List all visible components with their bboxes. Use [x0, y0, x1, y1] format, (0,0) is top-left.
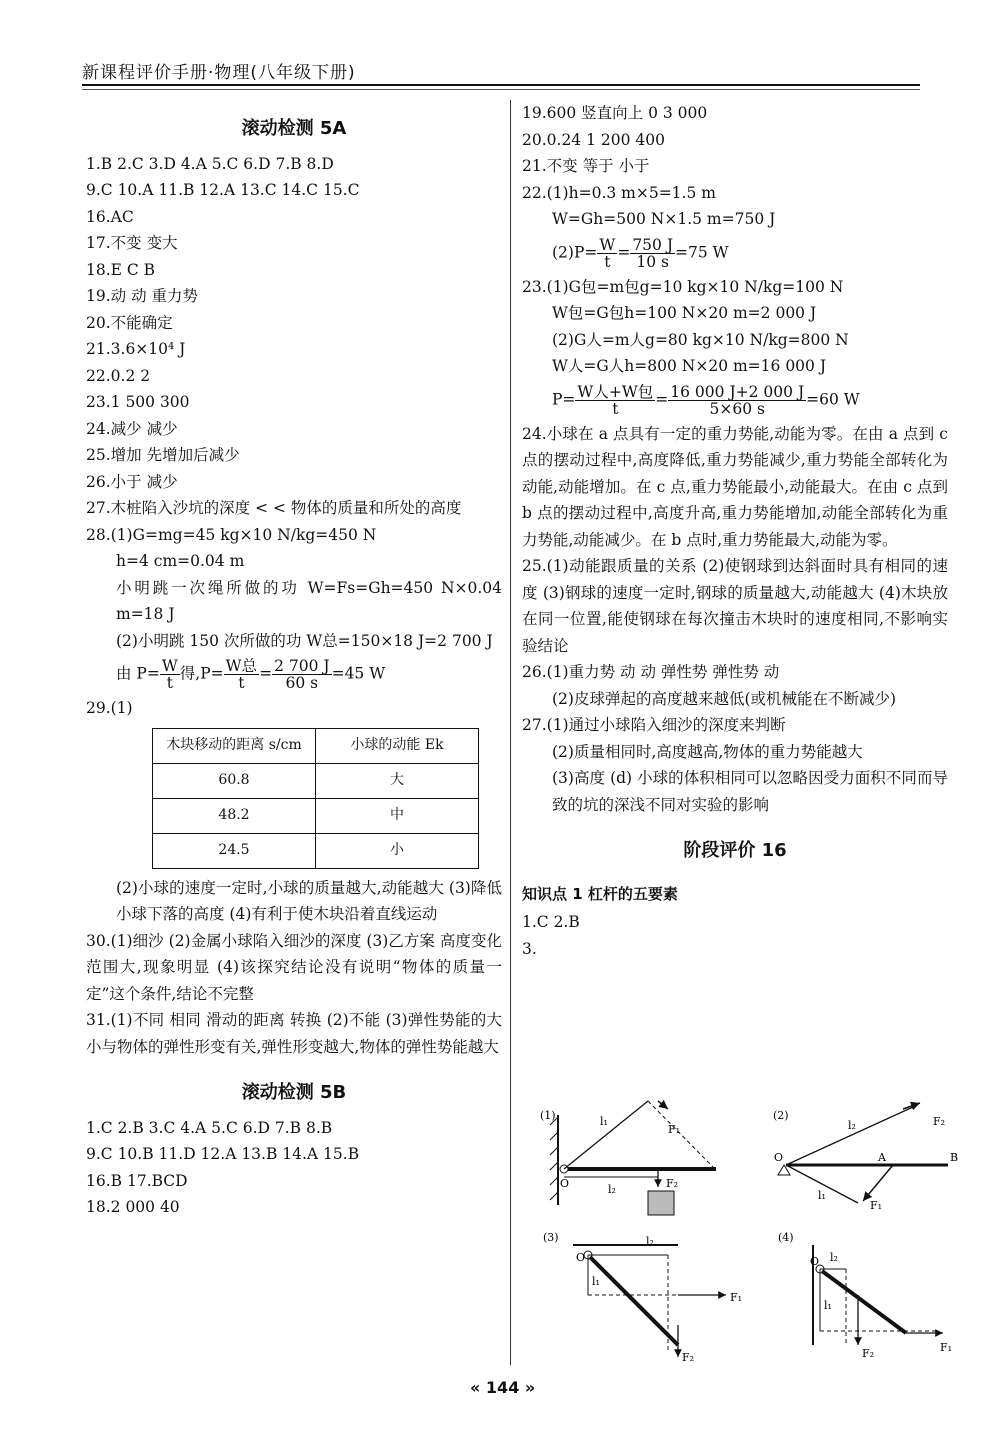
table-row — [153, 833, 479, 868]
arm-label: l₂ — [848, 1119, 856, 1132]
denominator: t — [612, 399, 619, 418]
table-cell: 24.5 — [153, 833, 316, 868]
answer-line: 18.E C B — [86, 260, 156, 279]
fraction — [575, 384, 655, 417]
answer-paragraph: (2)小明跳 150 次所做的功 W总=150×18 J=2 700 J — [116, 631, 493, 650]
answer-paragraph: 30.(1)细沙 (2)金属小球陷入细沙的深度 (3)乙方案 高度变化范围大,现象明显 (4)该探究结论没有说明“物体的质量一定”这个条件,结论不完整 — [86, 931, 502, 1003]
answer-line: (2)质量相同时,高度越高,物体的重力势能越大 — [552, 742, 863, 761]
answer-line: 21.3.6×10⁴ J — [86, 340, 186, 358]
denominator: 60 s — [285, 674, 319, 692]
answer-line: 21.不变 等于 小于 — [522, 157, 650, 175]
fraction — [668, 384, 806, 417]
force-label: F₁ — [668, 1123, 681, 1136]
answer-line: 22.0.2 2 — [86, 366, 151, 385]
fraction — [272, 658, 332, 691]
denominator: t — [166, 674, 173, 692]
denominator: t — [238, 674, 245, 692]
formula-text: =75 W — [675, 243, 729, 261]
running-header: 新课程评价手册·物理(八年级下册) — [82, 63, 356, 83]
numerator: 2 700 J — [274, 657, 330, 675]
table-row — [153, 798, 479, 833]
answer-paragraph: 24.小球在 a 点具有一定的重力势能,动能为零。在由 a 点到 c 点的摆动过程中,高度降低,重力势能减少,重力势能全部转化为动能,动能增加。在 c 点,重力势能最小,动能最大。在由 c 点到 b 点的摆动过程中,高度升高,重力势能增加,动能全部转化为重力势能,动能减少。在 b 点时,重力势能最大,动能为零。 — [522, 424, 948, 549]
answer-line: 26.(1)重力势 动 动 弹性势 弹性势 动 — [522, 663, 780, 681]
fraction — [224, 658, 259, 691]
arm-label: l₁ — [592, 1275, 600, 1288]
arm-label: l₁ — [818, 1189, 826, 1202]
table-cell: 60.8 — [153, 763, 316, 798]
answer-line: W=Gh=500 N×1.5 m=750 J — [552, 210, 776, 228]
table-row — [153, 763, 479, 798]
numerator: W — [161, 657, 178, 675]
answer-line: 23.(1)G包=m包g=10 kg×10 N/kg=100 N — [522, 277, 844, 296]
force-label: F₁ — [870, 1199, 883, 1212]
answer-paragraph: (2)小球的速度一定时,小球的质量越大,动能越大 (3)降低小球下落的高度 (4)有利于使木块沿着直线运动 — [116, 878, 502, 923]
force-label: F₂ — [682, 1351, 695, 1364]
answer-line: 27.(1)通过小球陷入细沙的深度来判断 — [522, 716, 786, 734]
header-rule — [82, 84, 920, 86]
answer-line: 9.C 10.A 11.B 12.A 13.C 14.C 15.C — [86, 181, 360, 199]
pivot-label: O — [576, 1251, 586, 1264]
right-column — [522, 100, 948, 962]
answer-line: h=4 cm=0.04 m — [116, 552, 245, 570]
table-header: 木块移动的距离 s/cm — [153, 728, 316, 763]
denominator: t — [604, 252, 611, 271]
numerator: 16 000 J+2 000 J — [670, 382, 805, 401]
arm-label: l₂ — [830, 1251, 838, 1264]
answer-line: 17.不变 变大 — [86, 234, 178, 252]
diagram-label: (3) — [543, 1231, 559, 1244]
answer-paragraph: (2)皮球弹起的高度越来越低(或机械能在不断减少) — [552, 689, 897, 708]
table-cell: 大 — [316, 763, 479, 798]
answer-line: 28.(1)G=mg=45 kg×10 N/kg=450 N — [86, 525, 377, 544]
answer-line: 25.增加 先增加后减少 — [86, 446, 240, 464]
arm-label: l₁ — [824, 1299, 832, 1312]
denominator: 5×60 s — [709, 399, 765, 418]
power-formula — [522, 237, 948, 270]
formula-text: = — [617, 243, 631, 261]
pivot-label: O — [810, 1255, 820, 1268]
numerator: W人+W包 — [577, 382, 654, 401]
answer-line: 24.减少 减少 — [86, 419, 178, 438]
formula-text: =45 W — [331, 664, 386, 683]
answer-paragraph: 27.木桩陷入沙坑的深度 < < 物体的质量和所处的高度 — [86, 499, 462, 517]
numerator: 750 J — [632, 235, 674, 254]
numerator: W — [599, 235, 616, 254]
page-ornament-left: « — [470, 1378, 481, 1397]
answer-line: 20.0.24 1 200 400 — [522, 130, 665, 149]
diagram-label: (1) — [540, 1109, 556, 1122]
force-label: F₁ — [940, 1341, 953, 1354]
answer-line: 16.B 17.BCD — [86, 1171, 188, 1190]
arm-label: l₂ — [608, 1183, 616, 1196]
fraction — [630, 237, 675, 270]
left-column — [86, 100, 502, 1221]
formula-text: 得,P= — [179, 664, 224, 683]
force-label: F₂ — [933, 1115, 946, 1128]
formula-text: 由 P= — [116, 664, 160, 683]
header-rule-thin — [82, 89, 920, 90]
answer-line: 26.小于 减少 — [86, 472, 178, 491]
knowledge-point-title: 知识点 1 杠杆的五要素 — [522, 884, 678, 903]
answer-line: 9.C 10.B 11.D 12.A 13.B 14.A 15.B — [86, 1145, 360, 1163]
force-label: F₁ — [730, 1291, 743, 1304]
answer-line: (2)G人=m人g=80 kg×10 N/kg=800 N — [552, 330, 849, 349]
answer-line: 18.2 000 40 — [86, 1198, 180, 1216]
lever-diagram-2 — [773, 1103, 958, 1212]
formula-text: = — [259, 664, 273, 683]
fraction — [597, 237, 617, 270]
answer-paragraph: 小明跳一次绳所做的功 W=Fs=Gh=450 N×0.04 m=18 J — [116, 578, 502, 623]
denominator: 10 s — [636, 252, 669, 271]
table-cell: 中 — [316, 798, 479, 833]
answer-paragraph: 31.(1)不同 相同 滑动的距离 转换 (2)不能 (3)弹性势能的大小与物体的弹性形变有关,弹性形变越大,物体的弹性势能越大 — [86, 1011, 502, 1056]
table-header-row — [153, 728, 479, 763]
section-title-5b: 滚动检测 5B — [241, 1082, 347, 1103]
formula-text: P= — [552, 390, 576, 408]
lever-diagrams — [528, 1095, 968, 1365]
answer-line: 22.(1)h=0.3 m×5=1.5 m — [522, 183, 716, 202]
page-ornament-right: » — [524, 1378, 536, 1397]
arm-label: l₂ — [646, 1235, 654, 1248]
point-label: B — [950, 1151, 959, 1164]
numerator: W总 — [225, 657, 258, 675]
formula-text: (2)P= — [552, 243, 598, 261]
point-label: A — [878, 1151, 886, 1164]
data-table — [152, 728, 479, 869]
answer-line: 16.AC — [86, 207, 134, 226]
answer-line: 1.C 2.B — [522, 913, 580, 931]
diagram-label: (2) — [773, 1109, 789, 1122]
answer-paragraph: 25.(1)动能跟质量的关系 (2)使钢球到达斜面时具有相同的速度 (3)钢球的速度一定时,钢球的质量越大,动能越大 (4)木块放在同一位置,能使钢球在每次撞击木块时的速度相同,不影响实验结论 — [522, 557, 948, 655]
formula-text: =60 W — [806, 390, 860, 408]
answer-line: 3. — [522, 939, 537, 958]
force-label: F₂ — [862, 1347, 875, 1360]
answer-paragraph: (3)高度 (d) 小球的体积相同可以忽略因受力面积不同而导致的坑的深浅不同对实验的影响 — [552, 769, 948, 814]
column-divider — [510, 100, 511, 1365]
pivot-label: O — [560, 1177, 570, 1190]
section-title-16: 阶段评价 16 — [683, 840, 787, 861]
section-title-5a: 滚动检测 5A — [241, 118, 347, 139]
answer-line: 29.(1) — [86, 699, 133, 717]
answer-line: W包=G包h=100 N×20 m=2 000 J — [552, 304, 817, 322]
table-header: 小球的动能 Ek — [316, 728, 479, 763]
answer-line: 1.C 2.B 3.C 4.A 5.C 6.D 7.B 8.B — [86, 1118, 333, 1137]
lever-diagram-1 — [540, 1101, 716, 1215]
answer-line: 23.1 500 300 — [86, 393, 190, 411]
answer-line: 1.B 2.C 3.D 4.A 5.C 6.D 7.B 8.D — [86, 154, 334, 173]
pivot-label: O — [774, 1151, 784, 1164]
answer-line: W人=G人h=800 N×20 m=16 000 J — [552, 357, 827, 375]
lever-diagram-3 — [543, 1231, 742, 1364]
force-label: F₂ — [666, 1177, 679, 1190]
power-formula — [86, 658, 502, 691]
fraction — [160, 658, 180, 691]
answer-line: 19.600 竖直向上 0 3 000 — [522, 104, 708, 122]
page-number-text: 144 — [485, 1378, 520, 1397]
arm-label: l₁ — [600, 1115, 608, 1128]
table-cell: 48.2 — [153, 798, 316, 833]
answer-line: 20.不能确定 — [86, 313, 173, 332]
lever-diagram-4 — [778, 1231, 952, 1360]
page-number — [470, 1378, 535, 1397]
diagram-label: (4) — [778, 1231, 794, 1244]
answer-line: 19.动 动 重力势 — [86, 287, 199, 305]
formula-text: = — [655, 390, 669, 408]
power-formula — [522, 384, 948, 417]
table-cell: 小 — [316, 833, 479, 868]
